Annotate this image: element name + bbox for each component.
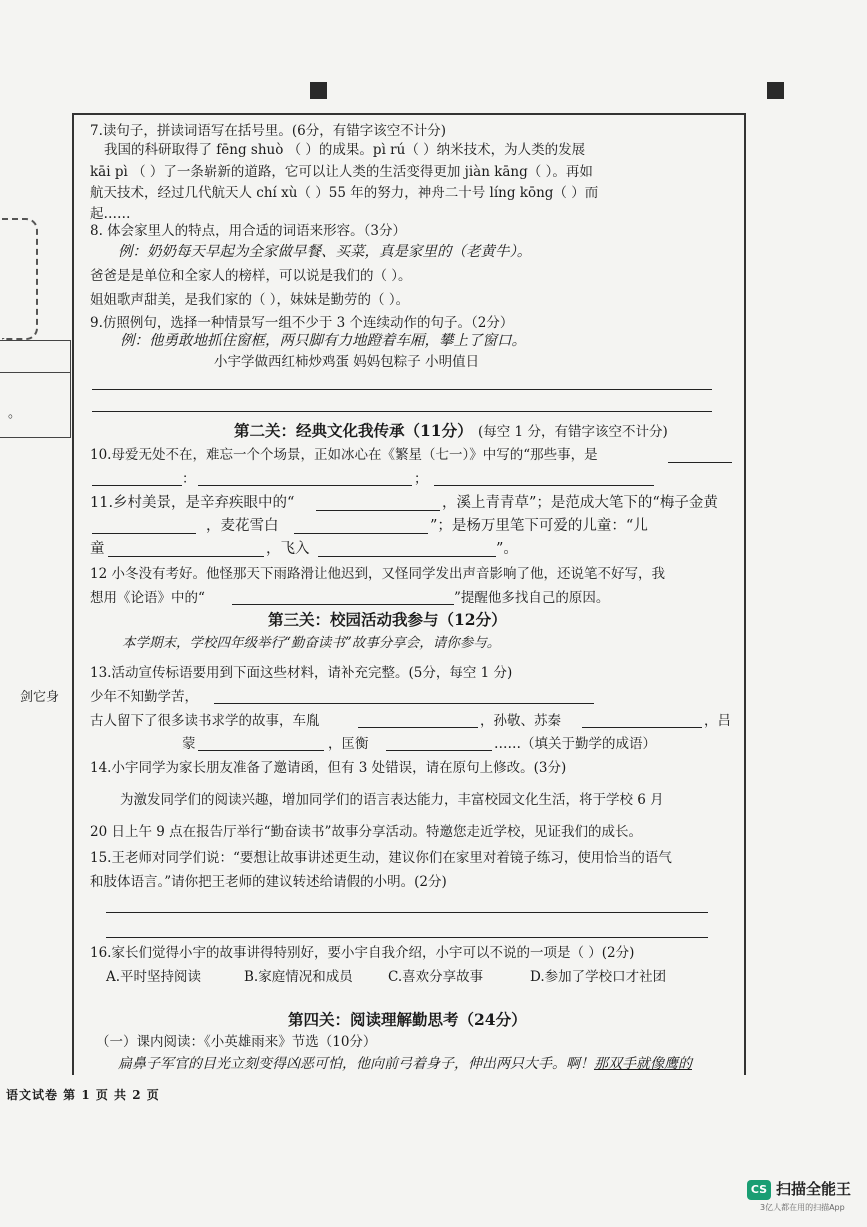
- q16-option-c[interactable]: C.喜欢分享故事: [388, 969, 484, 985]
- q12-line2b: ”提醒他多找自己的原因。: [454, 590, 610, 606]
- q11-line3c: ”。: [496, 541, 518, 557]
- q10-blank-a[interactable]: [668, 462, 732, 463]
- q10-colon: ：: [182, 471, 196, 487]
- q16-option-b[interactable]: B.家庭情况和成员: [244, 969, 353, 985]
- q11-line2b: ”；是杨万里笔下可爱的儿童：“儿: [430, 518, 648, 534]
- section-3-intro: 本学期末，学校四年级举行“勤奋读书”故事分享会，请你参与。: [122, 635, 501, 651]
- q13-blank-3[interactable]: [582, 727, 702, 728]
- q13-line2b: ，孙敬、苏秦: [480, 713, 561, 729]
- q7-title: 7.读句子，拼读词语写在括号里。(6分，有错字该空不计分): [90, 123, 447, 139]
- registration-marker-right: [767, 82, 784, 99]
- q16-title: 16.家长们觉得小宇的故事讲得特别好，要小宇自我介绍，小宇可以不说的一项是（ ）(2分): [90, 945, 635, 961]
- q9-title: 9.仿照例句，选择一种情景写一组不少于 3 个连续动作的句子。（2分）: [90, 315, 514, 331]
- q14-title: 14.小宇同学为家长朋友准备了邀请函，但有 3 处错误，请在原句上修改。(3分): [90, 760, 567, 776]
- q13-blank-4[interactable]: [198, 750, 324, 751]
- section-4-title: 第四关：阅读理解勤思考（24分）: [288, 1010, 527, 1029]
- q13-blank-1[interactable]: [214, 703, 594, 704]
- q13-line1: 少年不知勤学苦，: [90, 689, 198, 705]
- q9-example: 例：他勇敢地抓住窗框，两只脚有力地蹬着车厢，攀上了窗口。: [120, 333, 526, 349]
- binding-margin-box: [0, 340, 71, 438]
- q12-line2a: 想用《论语》中的“: [90, 590, 205, 606]
- q15-line1: 15.王老师对同学们说：“要想让故事讲述更生动，建议你们在家里对着镜子练习，使用恰当的语气: [90, 850, 672, 866]
- q11-blank-4[interactable]: [108, 556, 264, 557]
- q8-line1: 爸爸是是单位和全家人的榜样，可以说是我们的（ ）。: [90, 268, 412, 284]
- q13-blank-2[interactable]: [358, 727, 478, 728]
- q13-blank-5[interactable]: [386, 750, 492, 751]
- q16-option-a[interactable]: A.平时坚持阅读: [106, 969, 202, 985]
- q9-answer-line-1[interactable]: [92, 389, 712, 390]
- q10-blank-b[interactable]: [92, 485, 182, 486]
- q13-line3a: 蒙: [182, 736, 196, 752]
- q7-line3: 航天技术，经过几代航天人 chí xù（ ）55 年的努力，神舟二十号 líng kōng（ ）而: [90, 185, 599, 201]
- registration-marker-left: [310, 82, 327, 99]
- section-3-title: 第三关：校园活动我参与（12分）: [268, 610, 507, 629]
- reading-passage-text: 扁鼻子军官的目光立刻变得凶恶可怕，他向前弓着身子，伸出两只大手。啊！: [118, 1056, 594, 1072]
- q13-line3c: ……（填关于勤学的成语）: [494, 736, 656, 752]
- q10-blank-c[interactable]: [198, 485, 412, 486]
- camscanner-logo-icon: CS: [747, 1180, 771, 1200]
- binding-margin-dashed: [2, 218, 38, 340]
- margin-cut-text: 剑它身: [20, 690, 60, 705]
- camscanner-tagline: 3亿人都在用的扫描App: [760, 1203, 845, 1212]
- q11-blank-1[interactable]: [316, 510, 440, 511]
- q11-line2a: ，麦花雪白: [206, 518, 279, 534]
- reading-passage-underlined: 那双手就像鹰的: [594, 1056, 692, 1072]
- camscanner-name: 扫描全能王: [776, 1180, 852, 1198]
- q16-option-d[interactable]: D.参加了学校口才社团: [530, 969, 667, 985]
- q14-line1: 为激发同学们的阅读兴趣，增加同学们的语言表达能力，丰富校园文化生活，将于学校 6 月: [120, 792, 664, 808]
- reading-heading: （一）课内阅读：《小英雄雨来》节选（10分）: [96, 1034, 377, 1050]
- binding-margin-line: [0, 372, 70, 373]
- q10-blank-d[interactable]: [434, 485, 654, 486]
- q15-answer-line-1[interactable]: [106, 912, 708, 913]
- section-2-note: (每空 1 分，有错字该空不计分): [478, 424, 668, 440]
- q7-line4: 起……: [90, 206, 131, 222]
- q14-line2: 20 日上午 9 点在报告厅举行“勤奋读书”故事分享活动。特邀您走近学校，见证我们的成长。: [90, 824, 642, 840]
- q11-line3b: ，飞入: [266, 541, 310, 557]
- q15-answer-line-2[interactable]: [106, 937, 708, 938]
- q11-blank-3[interactable]: [294, 533, 428, 534]
- q8-line2: 姐姐歌声甜美，是我们家的（ ），妹妹是勤劳的（ ）。: [90, 292, 410, 308]
- section-2-title: 第二关：经典文化我传承（11分）: [234, 421, 473, 440]
- q9-options: 小宇学做西红柿炒鸡蛋 妈妈包粽子 小明值日: [214, 354, 480, 370]
- q8-example: 例：奶奶每天早起为全家做早餐、买菜，真是家里的（老黄牛）。: [118, 244, 532, 260]
- q11-line3a: 童: [90, 541, 105, 557]
- margin-note: 。: [8, 406, 22, 421]
- q13-line3b: ，匡衡: [328, 736, 369, 752]
- q7-line1: 我国的科研取得了 fēng shuò （ ）的成果。pì rú（ ）纳米技术，为人类的发展: [104, 142, 586, 158]
- q11-line1b: ，溪上青青草”；是范成大笔下的“梅子金黄: [442, 495, 718, 511]
- q11-blank-2[interactable]: [92, 533, 196, 534]
- page-footer: 语文试卷 第 1 页 共 2 页: [6, 1088, 160, 1102]
- q11-line1a: 11.乡村美景，是辛弃疾眼中的“: [90, 495, 295, 511]
- q12-blank[interactable]: [232, 604, 454, 605]
- q10-line1: 10.母爱无处不在，难忘一个个场景，正如冰心在《繁星（七一）》中写的“那些事，是: [90, 447, 598, 463]
- q11-blank-5[interactable]: [318, 556, 496, 557]
- q10-semicolon: ；: [414, 471, 428, 487]
- q13-line2a: 古人留下了很多读书求学的故事，车胤: [90, 713, 320, 729]
- q13-title: 13.活动宣传标语要用到下面这些材料，请补充完整。(5分，每空 1 分): [90, 665, 513, 681]
- q13-line2c: ，吕: [704, 713, 731, 729]
- q7-line2: kāi pì （ ）了一条崭新的道路，它可以让人类的生活变得更加 jiàn kāng（ ）。再如: [90, 164, 593, 180]
- q15-line2: 和肢体语言。”请你把王老师的建议转述给请假的小明。(2分): [90, 874, 447, 890]
- reading-passage-line1: [118, 1055, 692, 1073]
- q8-title: 8. 体会家里人的特点，用合适的词语来形容。（3分）: [90, 223, 407, 239]
- q12-line1: 12 小冬没有考好。他怪那天下雨路滑让他迟到，又怪同学发出声音影响了他，还说笔不好写，我: [90, 566, 665, 582]
- q9-answer-line-2[interactable]: [92, 411, 712, 412]
